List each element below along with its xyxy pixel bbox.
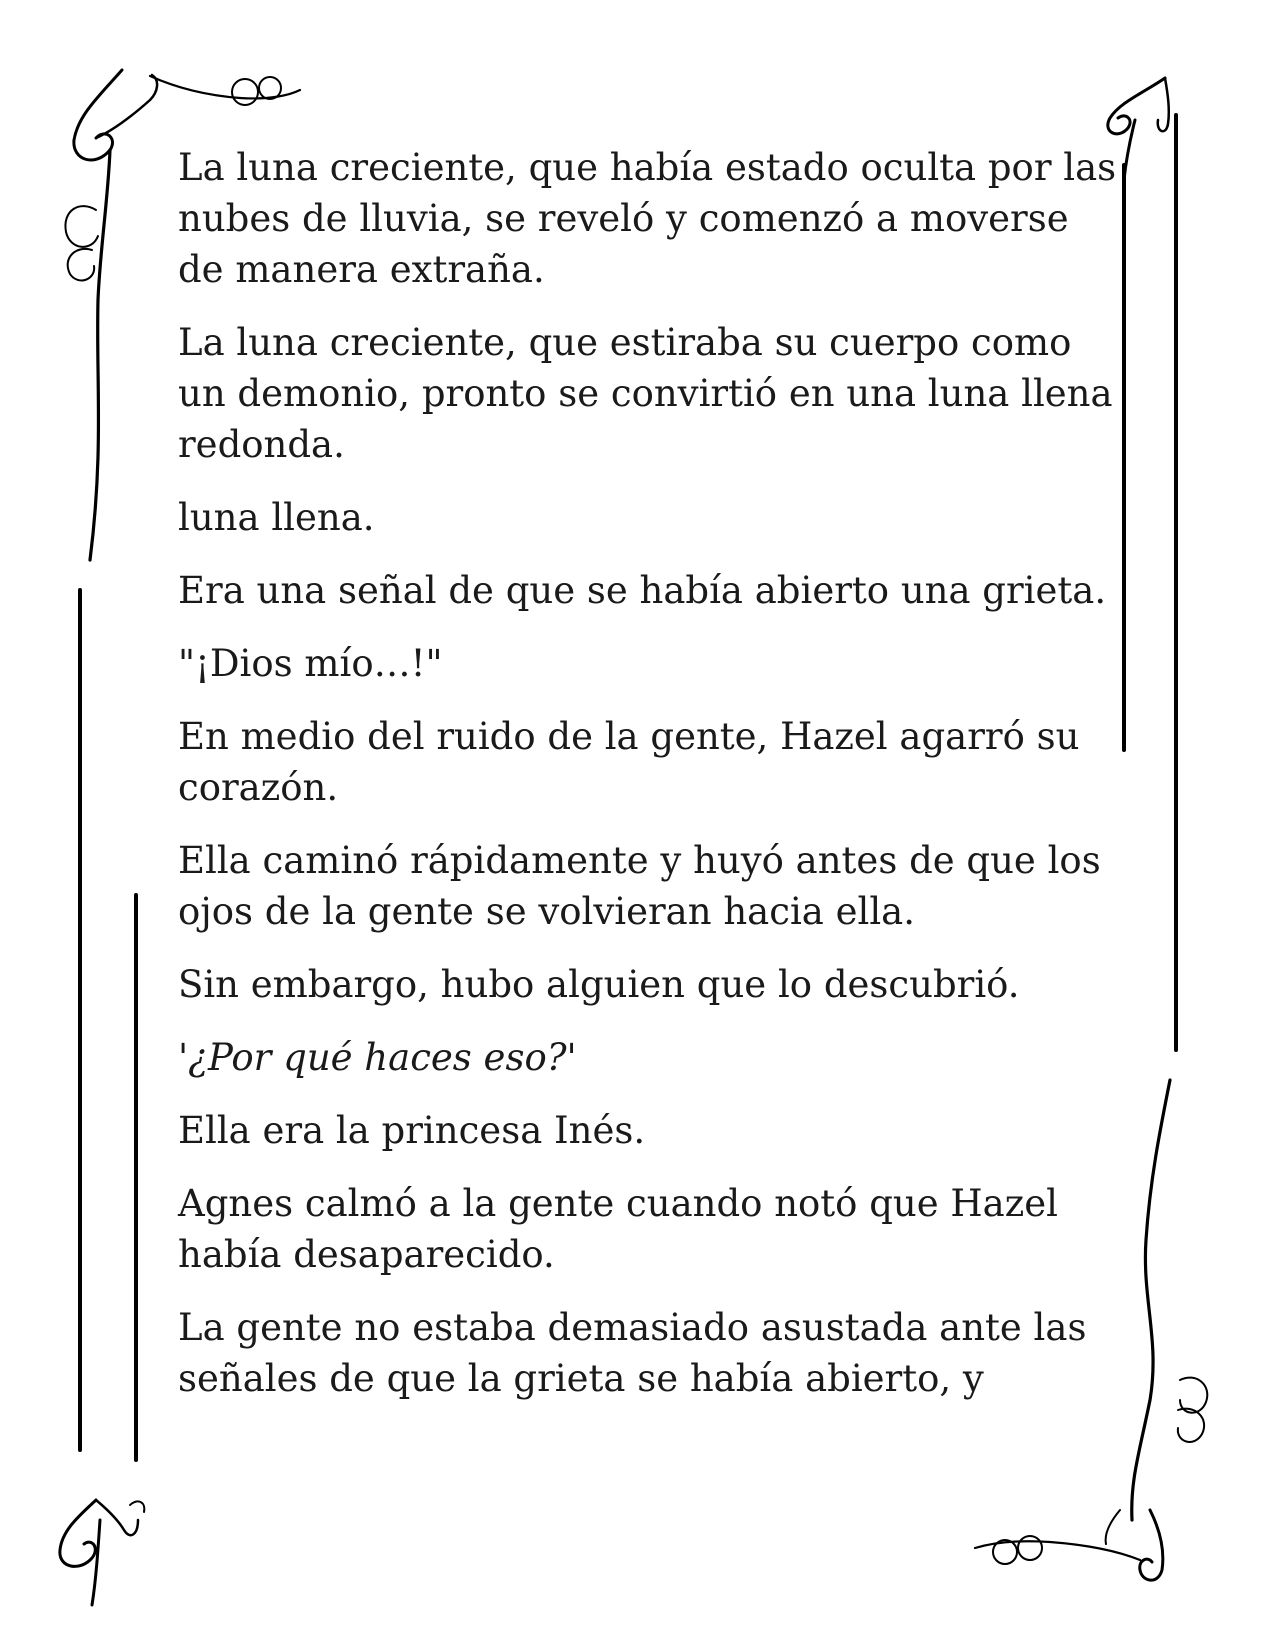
paragraph: La gente no estaba demasiado asustada ante las señales de que la grieta se había abierto, y xyxy=(178,1306,1087,1400)
paragraph: luna llena. xyxy=(178,496,375,539)
body-text xyxy=(178,142,1118,1426)
paragraph: Era una señal de que se había abierto una grieta. xyxy=(178,569,1107,612)
paragraph: Ella caminó rápidamente y huyó antes de que los ojos de la gente se volvieran hacia ella. xyxy=(178,839,1101,933)
paragraph: La luna creciente, que había estado oculta por las nubes de lluvia, se reveló y comenzó a moverse de manera extraña. xyxy=(178,146,1117,291)
paragraph-italic: '¿Por qué haces eso?' xyxy=(178,1036,577,1079)
paragraph: "¡Dios mío…!" xyxy=(178,642,443,685)
paragraph: Ella era la princesa Inés. xyxy=(178,1109,646,1152)
paragraph: Sin embargo, hubo alguien que lo descubrió. xyxy=(178,963,1020,1006)
paragraph: Agnes calmó a la gente cuando notó que Hazel había desaparecido. xyxy=(178,1182,1058,1276)
paragraph: En medio del ruido de la gente, Hazel agarró su corazón. xyxy=(178,715,1080,809)
paragraph: La luna creciente, que estiraba su cuerpo como un demonio, pronto se convirtió en una luna llena redonda. xyxy=(178,321,1113,466)
